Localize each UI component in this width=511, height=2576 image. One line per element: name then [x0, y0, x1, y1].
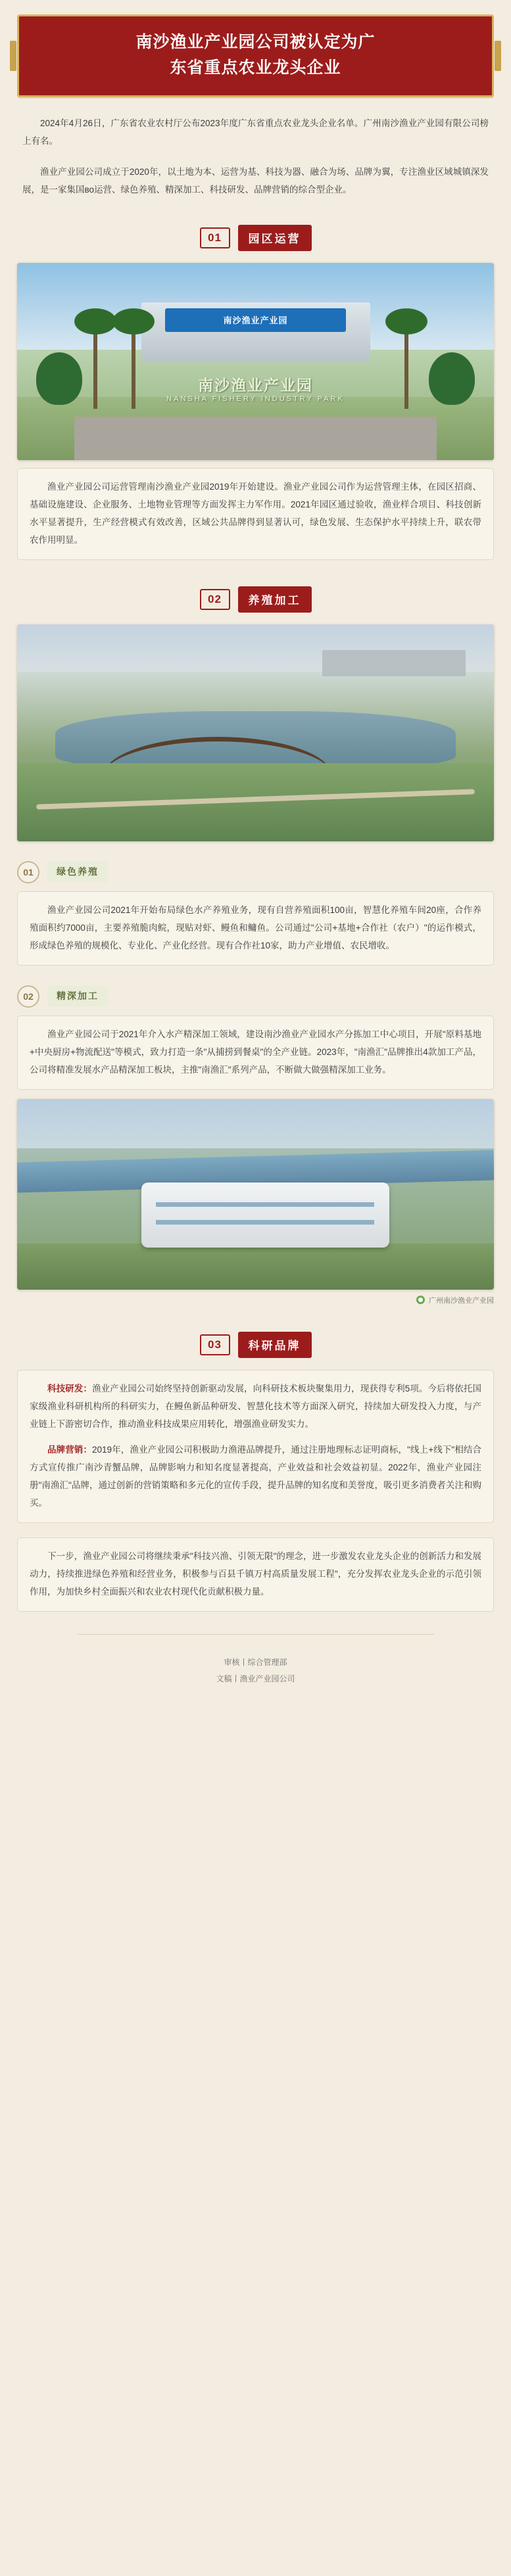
footer-divider — [77, 1634, 435, 1635]
footer — [0, 1654, 511, 1687]
subsection-number-01: 01 — [17, 861, 39, 883]
subsection-01-paragraph: 渔业产业园公司2021年开始布局绿色水产养殖业务，现有自营养殖面积100亩，智慧化养殖车间20座，合作养殖面积约7000亩，主要养殖脆肉鲩，现贴对虾、鳗鱼和鳙鱼。公司通过"公司+基地+合作社（农户）"的运作模式，形成绿色养殖的规模化、专业化、产业化经营。现有合作社10家，助力产业增值、农民增收。 — [30, 904, 481, 950]
section-number-01: 01 — [200, 227, 230, 248]
photo1-road — [74, 417, 437, 460]
banner-left-ornament — [10, 41, 16, 71]
subsection-02-body-card — [17, 1016, 494, 1090]
section-number-03: 03 — [200, 1334, 230, 1355]
section-01-paragraph: 渔业产业园公司运营管理南沙渔业产业园2019年开始建设。渔业产业园公司作为运营管理主体，在园区招商、基础设施建设、企业服务、土地物业管理等方面发挥主力军作用。2021年园区通过验收，渔业样合项目、科技创新水平显著提升，生产经营模式有效改善，区域公共品牌得到显著认可，绿色发展、生态保护水平持续上升，联农带农作用明显。 — [30, 481, 481, 545]
closing-paragraph: 下一步，渔业产业园公司将继续秉承"科技兴渔、引领无限"的理念，进一步激发农业龙头企业的创新活力和发展动力，持续推进绿色养殖和经营业务，积极参与百县千镇万村高质量发展工程"，充分发挥农业龙头企业的示范引领作用，为加快乡村全面振兴和农业农村现代化贡献积极力量。 — [30, 1551, 481, 1597]
photo-credit — [17, 1295, 494, 1305]
section-title-01: 园区运营 — [238, 225, 312, 251]
brand-keyword: 品牌营销： — [47, 1444, 93, 1455]
rnd-keyword: 科技研发： — [47, 1383, 92, 1393]
section-header-03 — [0, 1332, 511, 1358]
section-03-body-card — [17, 1370, 494, 1523]
photo-processing-center — [17, 1099, 494, 1290]
subsection-header-02 — [17, 985, 494, 1008]
subsection-label-deep-processing: 精深加工 — [47, 986, 108, 1006]
title-section — [0, 0, 511, 97]
banner-right-ornament — [495, 41, 501, 71]
footer-line-2: 文稿丨渔业产业园公司 — [216, 1674, 295, 1683]
title-banner — [17, 14, 494, 97]
wechat-account-icon — [416, 1296, 425, 1304]
page-title-line1: 南沙渔业产业园公司被认定为广 — [135, 33, 376, 51]
intro-section — [0, 114, 511, 199]
photo3-white-building — [141, 1183, 389, 1248]
photo3-sky — [17, 1099, 494, 1148]
intro-paragraph-2: 渔业产业园公司成立于2020年，以土地为本、运营为基、科技为器、融合为场、品牌为翼，专注渔业区域城镇深发展，是一家集国во运营、绿色养殖、精深加工、科技研发、品牌营销的综合型企业。 — [22, 166, 489, 195]
section-header-01 — [0, 225, 511, 251]
section-title-03: 科研品牌 — [238, 1332, 312, 1358]
subsection-header-01 — [17, 861, 494, 883]
page-title — [36, 30, 475, 81]
photo2-distant-buildings — [322, 650, 466, 676]
photo3-greenfield — [17, 1244, 494, 1290]
section-01-body-card — [17, 468, 494, 560]
subsection-number-02: 02 — [17, 985, 39, 1008]
section-header-02 — [0, 586, 511, 613]
subsection-01-body-card — [17, 891, 494, 966]
photo-credit-label: 广州南沙渔业产业园 — [429, 1296, 494, 1305]
subsection-label-green-farming: 绿色养殖 — [47, 862, 108, 882]
section-number-02: 02 — [200, 589, 230, 610]
section-title-02: 养殖加工 — [238, 586, 312, 613]
intro-paragraph-1: 2024年4月26日，广东省农业农村厅公布2023年度广东省重点农业龙头企业名单。广州南沙渔业产业园有限公司榜上有名。 — [22, 118, 489, 146]
page-title-line2: 东省重点农业龙头企业 — [170, 58, 341, 77]
photo1-signboard: 南沙渔业产业园 — [165, 308, 347, 332]
subsection-02-paragraph: 渔业产业园公司于2021年介入水产精深加工领域，建设南沙渔业产业园水产分拣加工中心项目，开展"原料基地+中央厨房+物流配送"等模式，致力打造一条"从捕捞到餐桌"的全产业链。2023年，"南渔汇"品牌推出4款加工产品，公司将精准发展水产品精深加工板块，主推"南渔汇"系列产品，不断做大做强精深加工业务。 — [30, 1029, 481, 1075]
rnd-text: 渔业产业园公司始终坚持创新驱动发展，向科研技术板块聚集用力，现获得专利5项。今后将依托国家级渔业科研机构所的科研实力，在鳗鱼新品种研发、智慧化技术等方面深入研究，持续加大研发投入力度，与产业链上下游密切合作，推动渔业科技成果应用转化，增强渔业研发实力。 — [30, 1383, 481, 1429]
photo-park-gate — [17, 263, 494, 460]
rnd-paragraph — [30, 1380, 481, 1433]
footer-line-1: 审核丨综合管理部 — [224, 1657, 287, 1667]
closing-card — [17, 1537, 494, 1612]
brand-paragraph — [30, 1441, 481, 1512]
photo-aerial-park — [17, 624, 494, 841]
photo1-watermark: 南沙渔业产业园 NANSHA FISHERY INDUSTRY PARK — [166, 376, 345, 403]
brand-text: 2019年，渔业产业园公司积极助力渔港品牌提升，通过注册地理标志证明商标，"线上+线下"相结合方式宣传推广南沙青蟹品牌，品牌影响力和知名度显著提高，产业效益和社会效益初显。2022年，渔业产业园注册"南渔汇"品牌，通过创新的营销策略和多元化的宣传手段，提升品牌的知名度和美誉度，吸引更多消费者关注和购买。 — [30, 1444, 482, 1508]
